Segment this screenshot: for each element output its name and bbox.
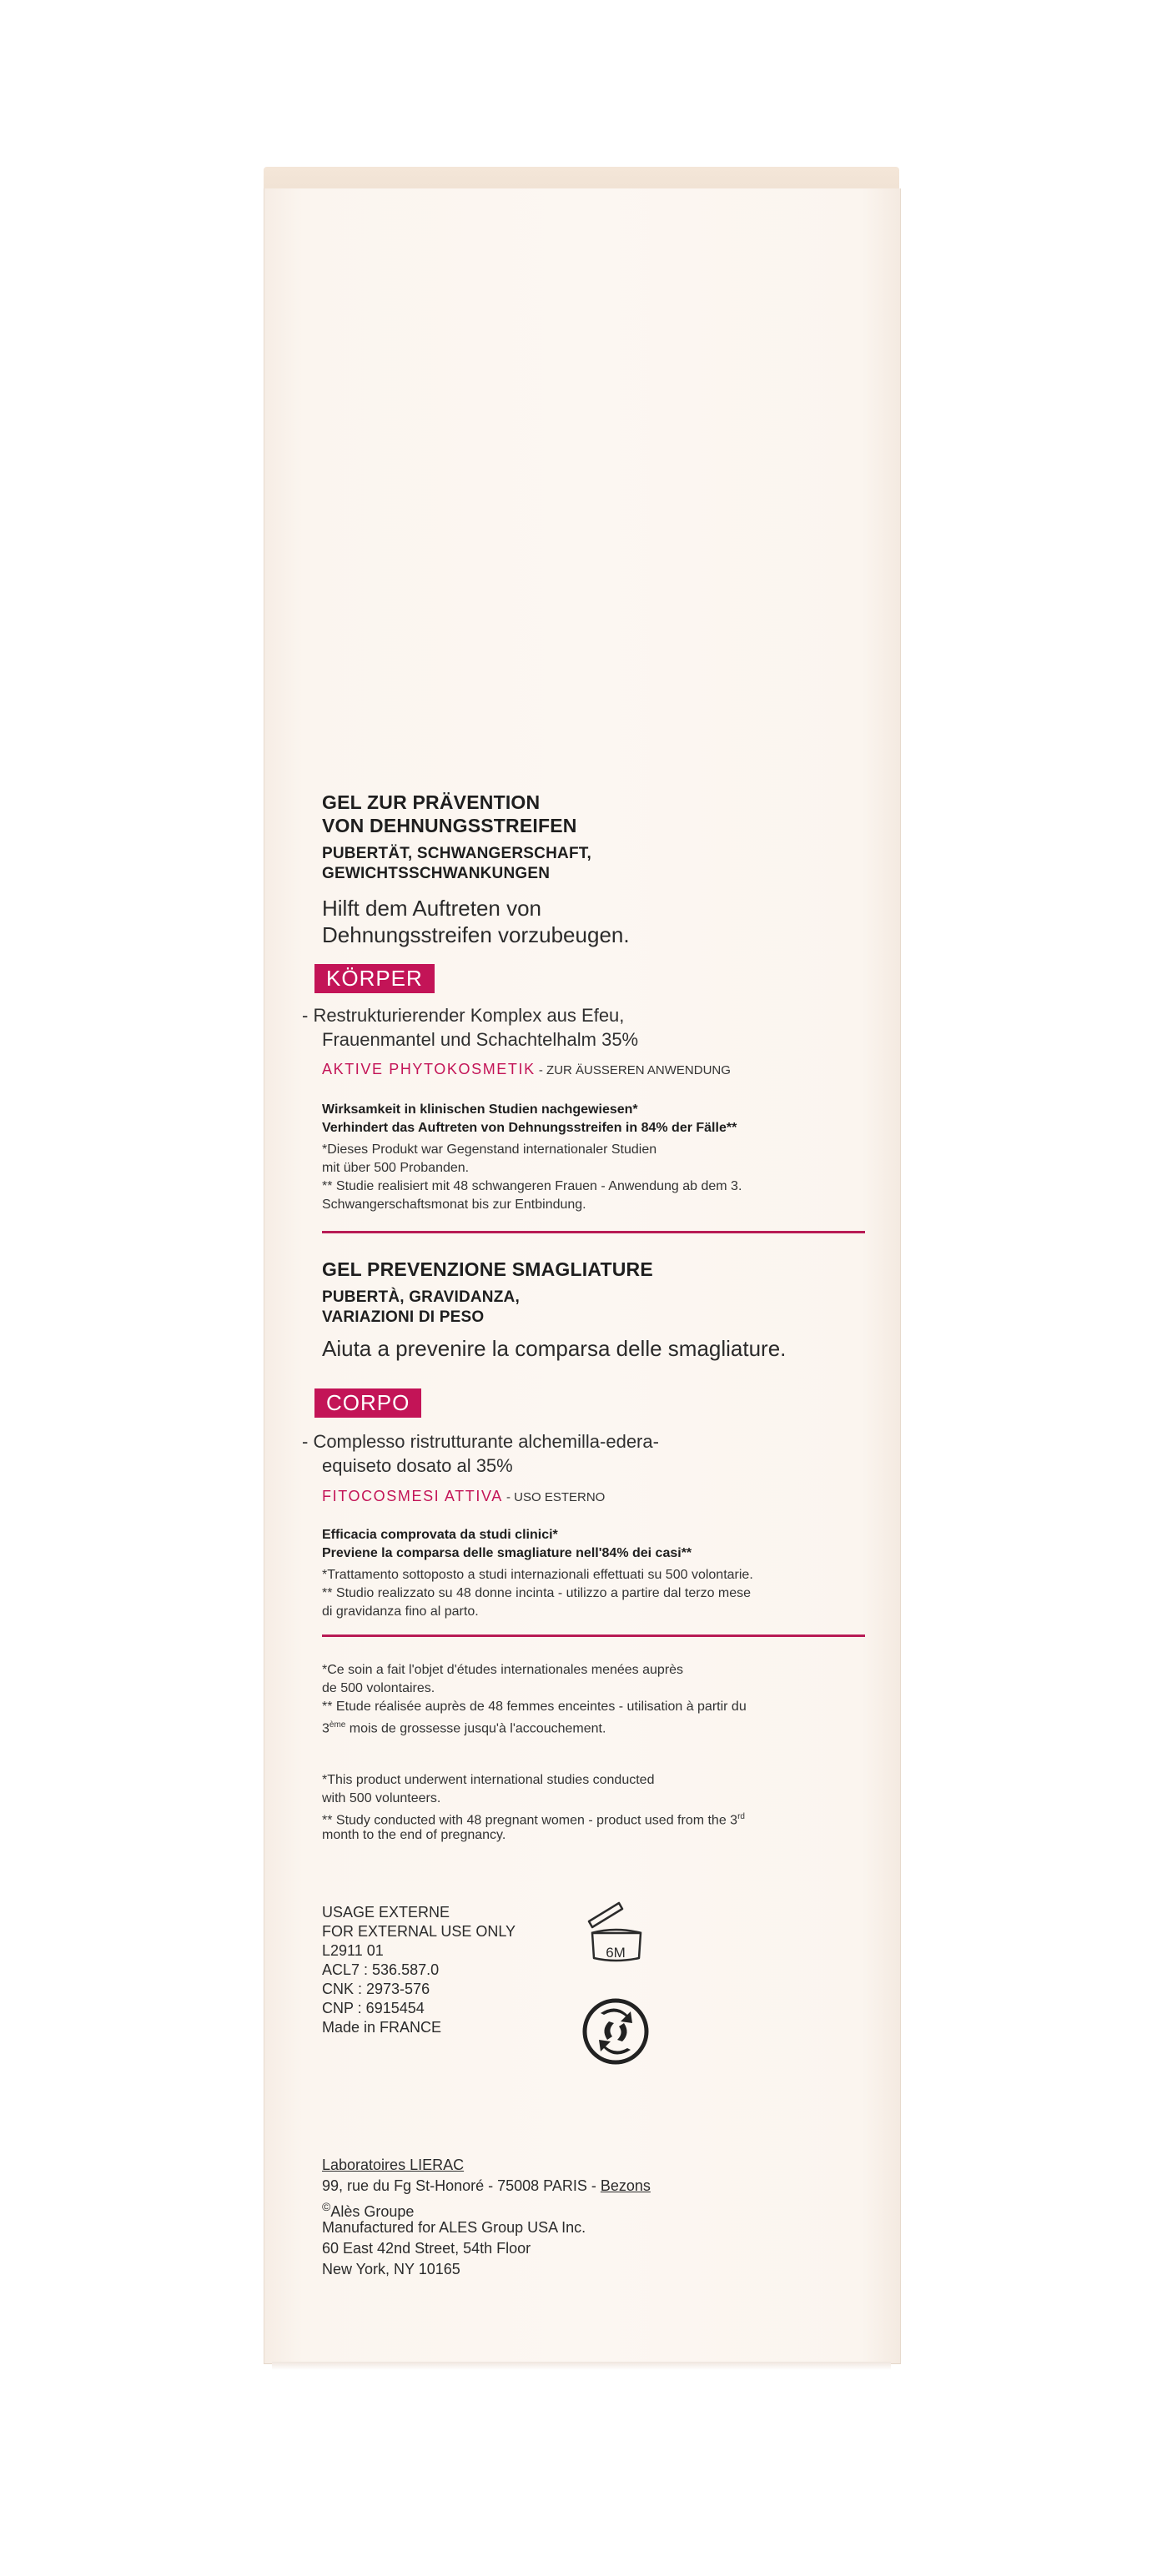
de-active-line — [322, 1061, 731, 1078]
en-note-line1: *This product underwent international studies conducted — [322, 1773, 655, 1787]
en-note-line2: with 500 volunteers. — [322, 1791, 441, 1805]
it-lead: Aiuta a prevenire la comparsa delle smagliature. — [322, 1336, 787, 1361]
it-ingredient-line2: equiseto dosato al 35% — [322, 1455, 513, 1476]
company-name: Laboratoires LIERAC — [322, 2157, 465, 2173]
it-title: GEL PREVENZIONE SMAGLIATURE — [322, 1258, 653, 1280]
divider-it-fr — [322, 1634, 865, 1637]
manufacturer-line3: New York, NY 10165 — [322, 2261, 460, 2277]
de-note-line2: mit über 500 Probanden. — [322, 1161, 470, 1175]
manufacturer-line2: 60 East 42nd Street, 54th Floor — [322, 2240, 531, 2257]
divider-de-it — [322, 1231, 865, 1233]
manufacturer-line1: Manufactured for ALES Group USA Inc. — [322, 2219, 586, 2236]
company-address — [322, 2176, 651, 2197]
acl-code: ACL7 : 536.587.0 — [322, 1961, 440, 1978]
de-subtitle-line1: PUBERTÄT, SCHWANGERSCHAFT, — [322, 845, 591, 862]
de-lead-line1: Hilft dem Auftreten von — [322, 896, 542, 921]
fr-ordinal: 3 — [322, 1721, 329, 1736]
it-note-line2: ** Studio realizzato su 48 donne incinta - utilizzo a partire dal terzo mese — [322, 1586, 752, 1600]
fr-ordinal-sup: ème — [329, 1720, 346, 1730]
pao-label: 6M — [606, 1945, 626, 1961]
street-text: 99, rue du Fg St-Honoré - 75008 PARIS - — [322, 2177, 601, 2194]
en-ordinal-sup: rd — [737, 1812, 745, 1821]
box-bottom-shadow — [272, 2362, 891, 2370]
it-active-label: FITOCOSMESI ATTIVA — [322, 1488, 503, 1504]
green-dot-icon — [582, 1998, 649, 2065]
it-active-sub: - USO ESTERNO — [502, 1490, 606, 1504]
en-line3-text: ** Study conducted with 48 pregnant women - product used from the 3 — [322, 1813, 738, 1828]
usage-fr: USAGE EXTERNE — [322, 1904, 450, 1921]
de-active-sub: - ZUR ÄUSSEREN ANWENDUNG — [535, 1063, 731, 1077]
it-body-badge: CORPO — [314, 1388, 421, 1418]
cnk-code: CNK : 2973-576 — [322, 1981, 430, 1997]
de-note-line3: ** Studie realisiert mit 48 schwangeren Frauen - Anwendung ab dem 3. — [322, 1179, 742, 1193]
it-subtitle-line1: PUBERTÀ, GRAVIDANZA, — [322, 1288, 520, 1306]
fr-note-line3: ** Etude réalisée auprès de 48 femmes enceintes - utilisation à partir du — [322, 1700, 747, 1714]
usage-en: FOR EXTERNAL USE ONLY — [322, 1923, 516, 1940]
fr-note-line1: *Ce soin a fait l'objet d'études internationales menées auprès — [322, 1663, 684, 1677]
de-body-badge: KÖRPER — [314, 964, 435, 993]
it-subtitle-line2: VARIAZIONI DI PESO — [322, 1308, 485, 1326]
de-claim-line1: Wirksamkeit in klinischen Studien nachgewiesen* — [322, 1102, 638, 1117]
de-lead-line2: Dehnungsstreifen vorzubeugen. — [322, 922, 630, 947]
de-title-line2: VON DEHNUNGSSTREIFEN — [322, 815, 577, 836]
it-note-line1: *Trattamento sottoposto a studi internazionali effettuati su 500 volontarie. — [322, 1568, 753, 1582]
fr-line4-text: mois de grossesse jusqu'à l'accouchement. — [345, 1721, 606, 1736]
copyright-icon: © — [322, 2200, 331, 2213]
de-ingredient-line1: - Restrukturierender Komplex aus Efeu, — [302, 1005, 625, 1026]
de-active-label: AKTIVE PHYTOKOSMETIK — [322, 1061, 536, 1077]
made-in: Made in FRANCE — [322, 2019, 442, 2036]
de-claim-line2: Verhindert das Auftreten von Dehnungsstreifen in 84% der Fälle** — [322, 1121, 737, 1135]
group-name: Alès Groupe — [330, 2203, 415, 2220]
de-subtitle-line2: GEWICHTSSCHWANKUNGEN — [322, 865, 551, 882]
fr-note-line4 — [322, 1716, 606, 1738]
de-note-line1: *Dieses Produkt war Gegenstand internationaler Studien — [322, 1142, 657, 1157]
it-ingredient-line1: - Complesso ristrutturante alchemilla-edera- — [302, 1431, 659, 1452]
it-note-line3: di gravidanza fino al parto. — [322, 1604, 479, 1619]
it-active-line — [322, 1488, 605, 1505]
lot-number: L2911 01 — [322, 1942, 384, 1959]
it-claim-line1: Efficacia comprovata da studi clinici* — [322, 1528, 558, 1542]
fr-note-line2: de 500 volontaires. — [322, 1681, 435, 1695]
en-note-line4: month to the end of pregnancy. — [322, 1828, 506, 1842]
de-title-line1: GEL ZUR PRÄVENTION — [322, 791, 541, 813]
de-ingredient-line2: Frauenmantel und Schachtelhalm 35% — [322, 1029, 639, 1050]
bezons-text: Bezons — [600, 2177, 651, 2194]
de-note-line4: Schwangerschaftsmonat bis zur Entbindung. — [322, 1198, 586, 1212]
it-claim-line2: Previene la comparsa delle smagliature nell'84% dei casi** — [322, 1546, 692, 1560]
cnp-code: CNP : 6915454 — [322, 2000, 425, 2016]
